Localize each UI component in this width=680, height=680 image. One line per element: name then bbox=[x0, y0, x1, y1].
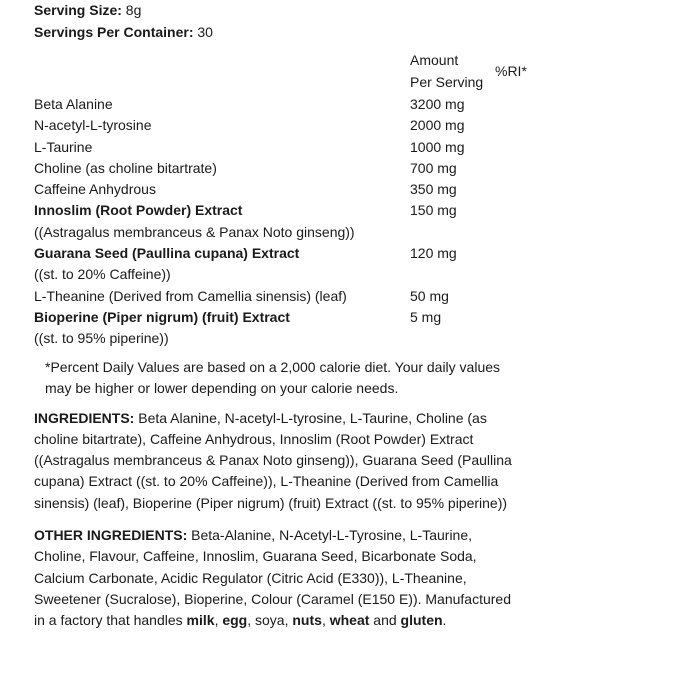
nutrient-amount: 50 mg bbox=[410, 287, 449, 304]
nutrient-row bbox=[34, 200, 534, 221]
ingredients-text: Beta Alanine, N-acetyl-L-tyrosine, L-Taurine, Choline (as choline bitartrate), Caffeine Anhydrous, Innoslim (Root Powder) Extract ((Astragalus membranceus & Panax Noto ginseng)), Guarana Seed (Paullina cupana) Extract ((st. to 20% Caffeine)), L-Theanine (Derived from Camellia sinensis) (leaf), Bioperine (Piper nigrum) (fruit) Extract ((st. to 95% piperine)) bbox=[34, 409, 512, 511]
nutrient-amount: 5 mg bbox=[410, 308, 442, 325]
ri-header: %RI* bbox=[495, 63, 527, 79]
serving-size-value: 8g bbox=[121, 2, 142, 18]
allergen-milk: milk bbox=[186, 612, 215, 629]
nutrient-row bbox=[34, 137, 534, 158]
allergen-sep4: and bbox=[369, 612, 401, 629]
ingredients-paragraph bbox=[34, 408, 524, 514]
allergen-sep3: , bbox=[321, 612, 330, 629]
nutrient-amount: 1000 mg bbox=[410, 138, 465, 155]
amount-header-line1: Amount bbox=[410, 52, 459, 68]
nutrient-name: Caffeine Anhydrous bbox=[34, 181, 156, 198]
allergen-end: . bbox=[442, 612, 447, 629]
nutrient-amount: 700 mg bbox=[410, 159, 457, 176]
nutrient-row bbox=[34, 115, 534, 136]
servings-per-container-label: Servings Per Container: bbox=[34, 23, 194, 40]
nutrient-row bbox=[34, 307, 534, 328]
serving-size-label: Serving Size: bbox=[34, 2, 122, 18]
nutrient-amount: 350 mg bbox=[410, 181, 457, 198]
nutrient-name: Bioperine (Piper nigrum) (fruit) Extract bbox=[34, 308, 290, 325]
nutrition-panel bbox=[34, 0, 534, 632]
nutrient-row bbox=[34, 264, 534, 285]
nutrient-name: Guarana Seed (Paullina cupana) Extract bbox=[34, 245, 300, 262]
table-header bbox=[34, 50, 534, 94]
amount-per-serving-header bbox=[410, 50, 483, 93]
servings-per-container-value: 30 bbox=[193, 23, 213, 40]
nutrient-amount: 120 mg bbox=[410, 245, 457, 262]
nutrient-row bbox=[34, 328, 534, 349]
nutrient-name: Innoslim (Root Powder) Extract bbox=[34, 202, 243, 219]
nutrient-name: N-acetyl-L-tyrosine bbox=[34, 117, 152, 134]
nutrient-name: L-Taurine bbox=[34, 138, 93, 155]
other-ingredients-text: Beta-Alanine, N-Acetyl-L-Tyrosine, L-Taurine, Choline, Flavour, Caffeine, Innoslim, Guarana Seed, Bicarbonate Soda, Calcium Carbonate, Acidic Regulator (Citric Acid (E330)), L-Theanine, Sweetener (Sucralose), Bioperine, Colour (Caramel (E150 E)). bbox=[34, 527, 477, 607]
allergen-sep2: , soya, bbox=[247, 612, 293, 629]
allergen-intro: Manufactured in a factory that handles bbox=[34, 590, 511, 629]
serving-size-row bbox=[34, 0, 534, 22]
nutrient-amount: 2000 mg bbox=[410, 117, 465, 134]
nutrient-row bbox=[34, 179, 534, 200]
nutrient-name: L-Theanine (Derived from Camellia sinensis) (leaf) bbox=[34, 287, 347, 304]
allergen-sep1: , bbox=[214, 612, 223, 629]
allergen-nuts: nuts bbox=[292, 612, 322, 629]
nutrient-name: Choline (as choline bitartrate) bbox=[34, 159, 217, 176]
nutrient-name: ((Astragalus membranceus & Panax Noto ginseng)) bbox=[34, 223, 355, 240]
allergen-wheat: wheat bbox=[329, 612, 370, 629]
amount-header-line2: Per Serving bbox=[410, 73, 484, 90]
daily-values-footnote: *Percent Daily Values are based on a 2,000 calorie diet. Your daily values may be higher or lower depending on your calorie needs. bbox=[45, 358, 501, 397]
nutrient-row bbox=[34, 94, 534, 115]
nutrient-name: ((st. to 20% Caffeine)) bbox=[34, 266, 171, 283]
nutrient-name: Beta Alanine bbox=[34, 96, 113, 112]
nutrient-row bbox=[34, 286, 534, 307]
nutrient-amount: 150 mg bbox=[410, 202, 457, 219]
allergen-gluten: gluten bbox=[400, 612, 443, 629]
nutrient-row bbox=[34, 243, 534, 264]
nutrient-table bbox=[34, 94, 534, 350]
nutrient-amount: 3200 mg bbox=[410, 96, 465, 112]
other-ingredients-paragraph bbox=[34, 525, 524, 631]
nutrient-name: ((st. to 95% piperine)) bbox=[34, 330, 169, 347]
ingredients-label: INGREDIENTS: bbox=[34, 409, 135, 426]
servings-per-container-row bbox=[34, 22, 534, 44]
nutrient-row bbox=[34, 158, 534, 179]
allergen-egg: egg bbox=[222, 612, 248, 629]
nutrient-row bbox=[34, 222, 534, 243]
other-ingredients-label: OTHER INGREDIENTS: bbox=[34, 527, 188, 544]
